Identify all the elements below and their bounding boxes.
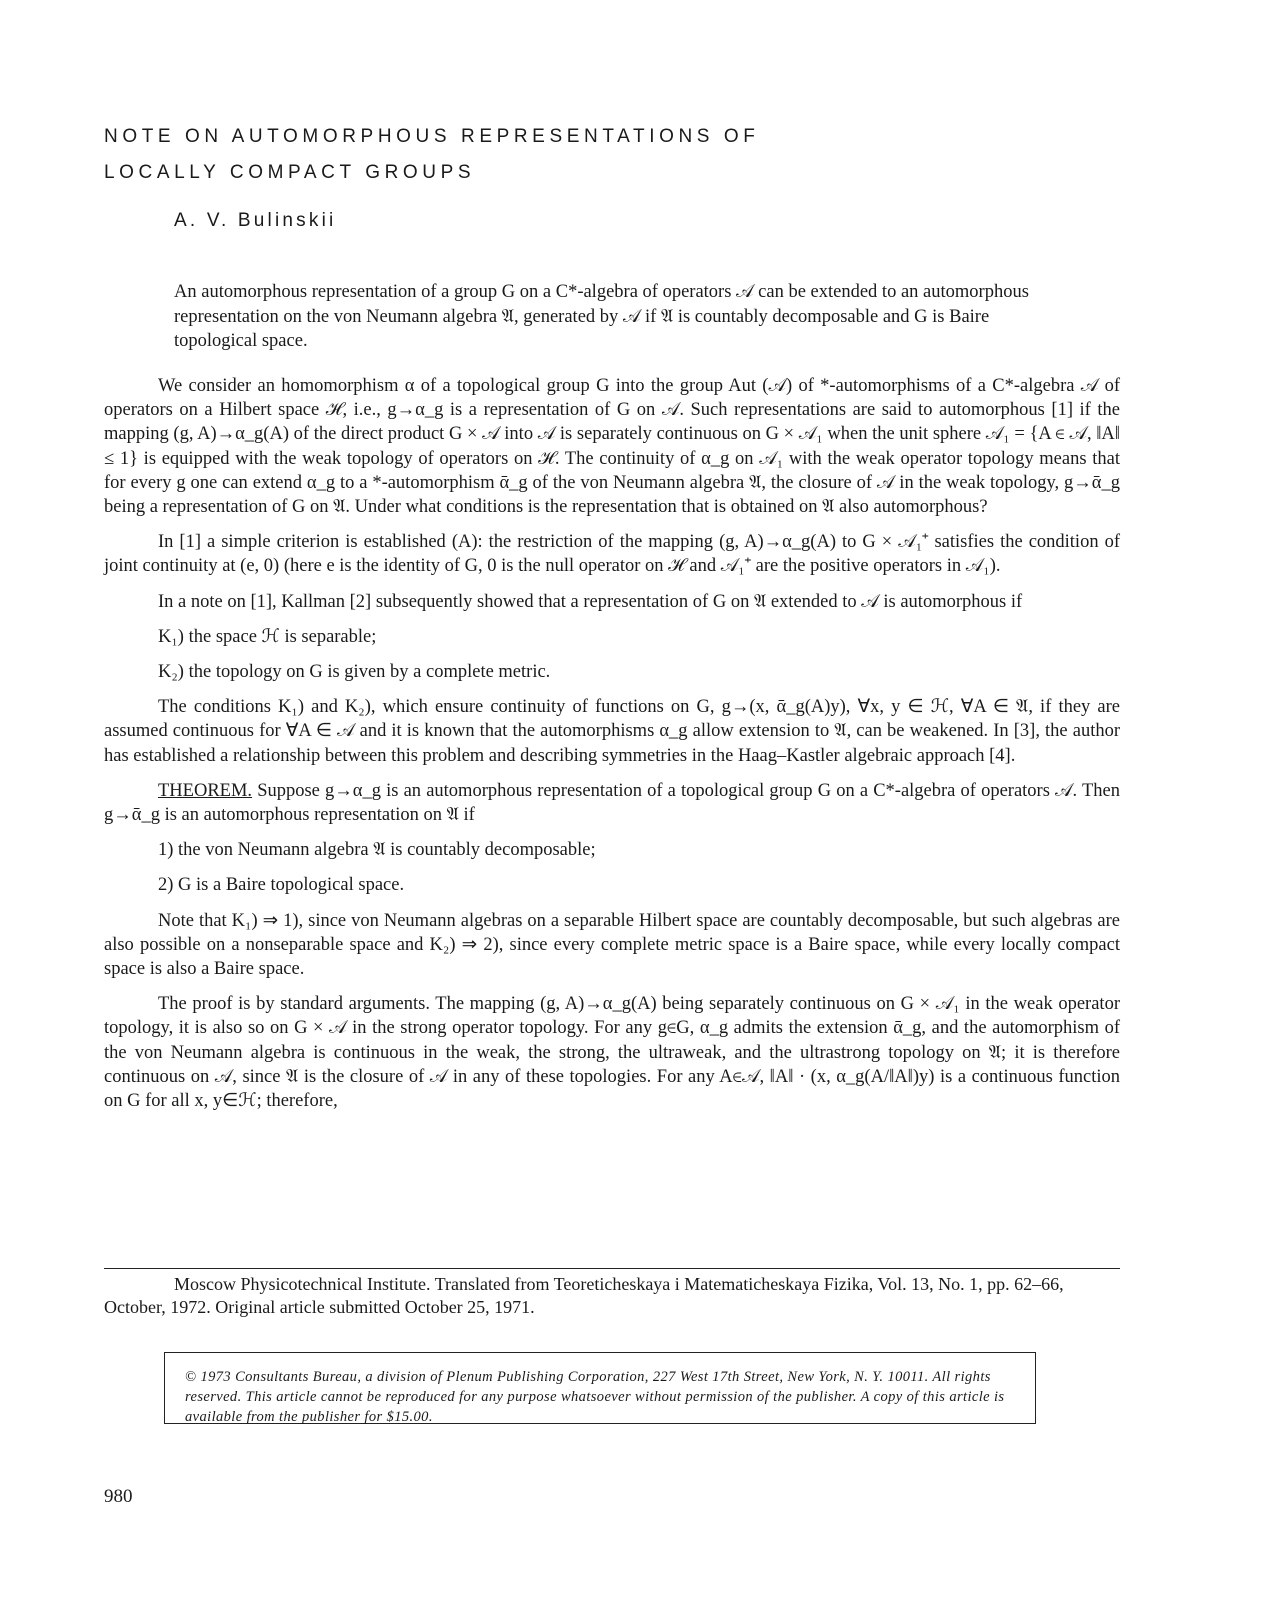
condition-k1: K₁) the space ℋ is separable; (158, 626, 377, 647)
abstract: An automorphous representation of a group G on a C*-algebra of operators 𝒜 can be extended to an automorphous representation on the von Neumann algebra 𝔄, generated by 𝒜 if 𝔄 is countably decomposable and G is Baire topological space. (174, 282, 1029, 351)
theorem-text: Suppose g→α_g is an automorphous representation of a topological group G on a C*-algebra of operators 𝒜. Then g→ᾱ_g is an automorphous representation on 𝔄 if (104, 780, 1120, 826)
article-title-line-1: NOTE ON AUTOMORPHOUS REPRESENTATIONS OF (104, 126, 760, 147)
page-number: 980 (104, 1486, 133, 1507)
footnote-text: Moscow Physicotechnical Institute. Translated from Teoreticheskaya i Matematicheskaya Fizika, Vol. 13, No. 1, pp. 62–66, October, 1972. Original article submitted October 25, 1971. (104, 1274, 1064, 1317)
article-title-line-2: LOCALLY COMPACT GROUPS (104, 162, 476, 183)
theorem-condition-1: 1) the von Neumann algebra 𝔄 is countably decomposable; (158, 840, 596, 861)
paragraph-conditions: The conditions K₁) and K₂), which ensure continuity of functions on G, g→(x, ᾱ_g(A)y), ∀x, y ∈ ℋ, ∀A ∈ 𝔄, if they are assumed continuous for ∀A ∈ 𝒜 and it is known that the automorphisms α_g allow extension to 𝔄, can be weakened. In [3], the author has established a relationship between this problem and describing symmetries in the Haag–Kastler algebraic approach [4]. (104, 697, 1120, 766)
paragraph-note: Note that K₁) ⇒ 1), since von Neumann algebras on a separable Hilbert space are countably decomposable, but such algebras are also possible on a nonseparable space and K₂) ⇒ 2), since every complete metric space is a Baire space, while every locally compact space is also a Baire space. (104, 910, 1120, 980)
paragraph-proof: The proof is by standard arguments. The mapping (g, A)→α_g(A) being separately continuous on G × 𝒜₁ in the weak operator topology, it is also so on G × 𝒜 in the strong operator topology. For any g∈G, α_g admits the extension ᾱ_g, and the automorphism of the von Neumann algebra is continuous in the weak, the strong, the ultraweak, and the ultrastrong topology on 𝔄; it is therefore continuous on 𝒜, since 𝔄 is the closure of 𝒜 in any of these topologies. For any A∈𝒜, ‖A‖ · (x, α_g(A/‖A‖)y) is a continuous function on G for all x, y∈ℋ; therefore, (104, 994, 1120, 1112)
theorem-statement (104, 779, 1120, 827)
footnote (104, 1273, 1120, 1319)
copyright-box (164, 1352, 1036, 1424)
copyright-text: © 1973 Consultants Bureau, a division of Plenum Publishing Corporation, 227 West 17th Street, New York, N. Y. 10011. All rights reserved. This article cannot be reproduced for any purpose whatsoever without permission of the publisher. A copy of this article is available from the publisher for $15.00. (185, 1369, 1005, 1425)
theorem-condition-2: 2) G is a Baire topological space. (158, 875, 405, 896)
article-body (104, 374, 1120, 1124)
paragraph-intro: We consider an homomorphism α of a topological group G into the group Aut (𝒜) of *-automorphisms of a C*-algebra 𝒜 of operators on a Hilbert space ℋ, i.e., g→α_g is a representation of G on 𝒜. Such representations are said to automorphous [1] if the mapping (g, A)→α_g(A) of the direct product G × 𝒜 into 𝒜 is separately continuous on G × 𝒜₁ when the unit sphere 𝒜₁ = {A ∈ 𝒜, ‖A‖ ≤ 1} is equipped with the weak topology of operators on ℋ. The continuity of α_g on 𝒜₁ with the weak operator topology means that for every g one can extend α_g to a *-automorphism ᾱ_g of the von Neumann algebra 𝔄, the closure of 𝒜 in the weak topology, g→ᾱ_g being a representation of G on 𝔄. Under what conditions is the representation that is obtained on 𝔄 also automorphous? (104, 376, 1120, 518)
author-name: A. V. Bulinskii (174, 210, 337, 231)
theorem-label: THEOREM. (158, 780, 253, 801)
footnote-divider (104, 1268, 1120, 1269)
condition-k2: K₂) the topology on G is given by a complete metric. (158, 662, 551, 683)
paragraph-criterion: In [1] a simple criterion is established (A): the restriction of the mapping (g, A)→α_g(A) to G × 𝒜₁⁺ satisfies the condition of joint continuity at (e, 0) (here e is the identity of G, 0 is the null operator on ℋ and 𝒜₁⁺ are the positive operators in 𝒜₁). (104, 532, 1120, 577)
paragraph-kallman: In a note on [1], Kallman [2] subsequently showed that a representation of G on 𝔄 extended to 𝒜 is automorphous if (158, 591, 1023, 612)
